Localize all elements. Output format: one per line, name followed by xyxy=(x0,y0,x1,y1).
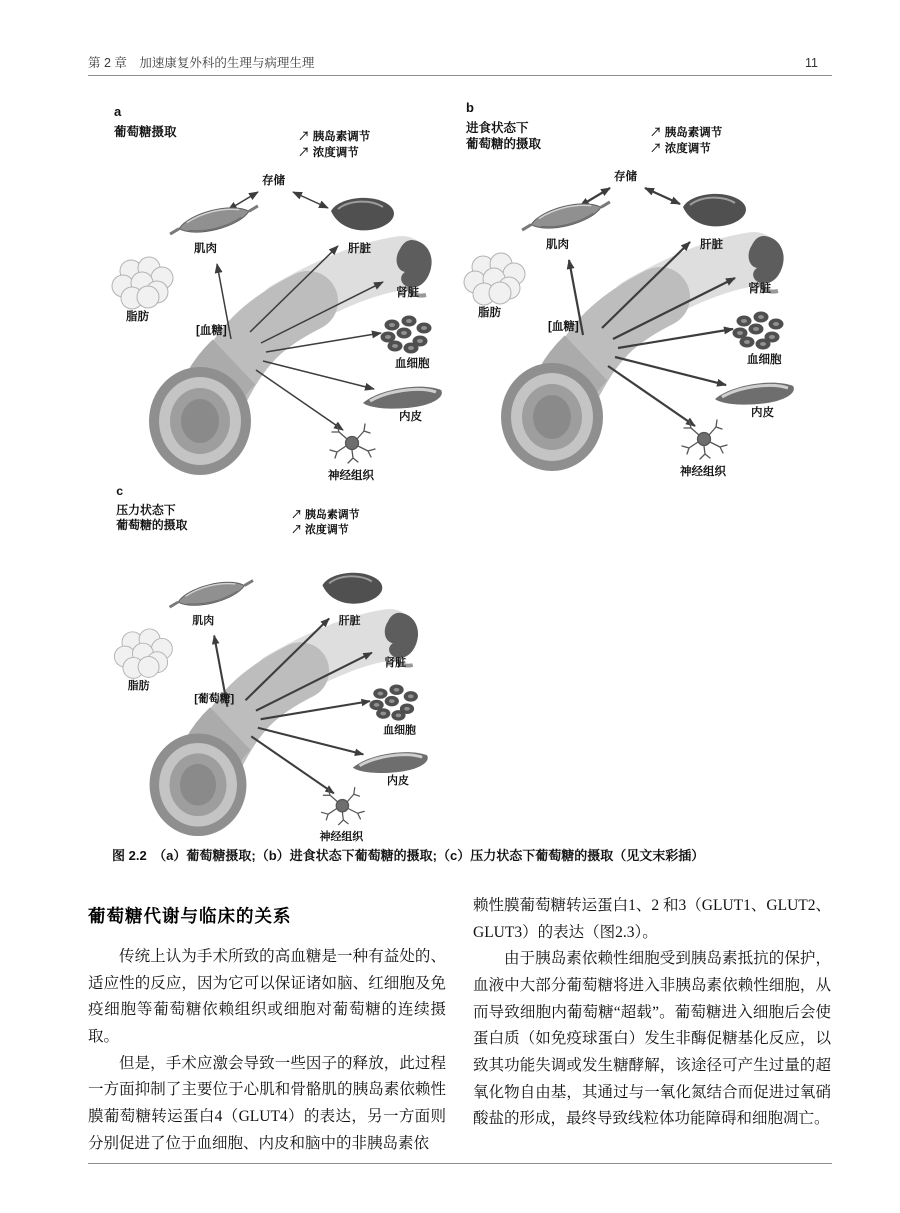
kidney-label: 肾脏 xyxy=(384,657,407,669)
endothelium-icon xyxy=(363,387,442,409)
annotation-concentration-regulation: ↗ 浓度调节 xyxy=(291,524,349,536)
annotation-insulin-regulation: ↗ 胰岛素调节 xyxy=(650,127,723,139)
storage-arrows xyxy=(228,192,328,210)
blood-cells-icon xyxy=(369,685,417,721)
blood-cells-icon xyxy=(733,312,784,350)
endothelium-label: 内皮 xyxy=(399,411,422,423)
panel-title-line1: 压力状态下 xyxy=(116,503,176,517)
blood-vessel-icon xyxy=(149,263,402,475)
storage-arrows xyxy=(580,188,680,206)
figure-panel xyxy=(100,96,445,496)
kidney-label: 肾脏 xyxy=(396,287,419,299)
nerve-tissue-icon xyxy=(330,424,375,463)
storage-label: 存储 xyxy=(614,171,637,183)
panel-title-line2: 葡萄糖的摄取 xyxy=(116,518,188,533)
annotation-insulin-regulation: ↗ 胰岛素调节 xyxy=(291,508,360,521)
paragraph: 由于胰岛素依赖性细胞受到胰岛素抵抗的保护，血液中大部分葡萄糖将进入非胰岛素依赖性细胞，从而导致细胞内葡萄糖“超载”。葡萄糖进入细胞后会使蛋白质（如免疫球蛋白）发生非酶促糖基化反应，以致其功能失调或发生糖酵解，该途径可产生过量的超氧化物自由基，其通过与一氧化氮结合而促进过氧硝酸盐的形成，最终导致线粒体功能障碍和细胞凋亡。 xyxy=(473,950,831,1128)
left-paragraphs xyxy=(88,944,446,1157)
nerve-tissue-icon xyxy=(322,788,365,825)
blood-vessel-icon xyxy=(501,259,754,471)
panel-title-line1: 葡萄糖摄取 xyxy=(114,125,177,139)
fat-icon xyxy=(464,253,525,305)
header-rule xyxy=(88,75,832,76)
annotation-insulin-regulation: ↗ 胰岛素调节 xyxy=(298,131,371,143)
liver-icon xyxy=(331,198,394,231)
vessel-label: [血糖] xyxy=(548,321,579,333)
paragraph: 传统上认为手术所致的高血糖是一种有益处的、适应性的反应，因为它可以保证诸如脑、红细胞及免疫细胞等葡萄糖依赖组织或细胞对葡萄糖的连续摄取。 xyxy=(88,948,446,1045)
nerve-tissue-icon xyxy=(682,420,727,459)
muscle-icon xyxy=(519,195,613,236)
page-header xyxy=(88,53,832,71)
fat-icon xyxy=(112,257,173,309)
blood-cells-label: 血细胞 xyxy=(383,724,416,737)
chapter-heading: 第 2 章 加速康复外科的生理与病理生理 xyxy=(88,56,315,70)
glucose-uptake-diagram xyxy=(452,92,797,492)
liver-icon xyxy=(322,573,382,604)
fat-icon xyxy=(114,629,172,678)
annotation-concentration-regulation: ↗ 浓度调节 xyxy=(298,147,359,159)
nerve-tissue-label: 神经组织 xyxy=(319,830,364,843)
vessel-label: [血糖] xyxy=(196,325,227,337)
glucose-uptake-diagram xyxy=(100,96,445,496)
fat-label: 脂肪 xyxy=(127,679,150,692)
blood-cells-icon xyxy=(381,316,432,354)
figure-panel xyxy=(103,476,431,856)
endothelium-label: 内皮 xyxy=(387,774,409,787)
page-number: 11 xyxy=(805,56,818,70)
text-columns xyxy=(88,893,832,1157)
right-column xyxy=(473,893,831,1157)
endothelium-label: 内皮 xyxy=(751,407,774,419)
blood-cells-label: 血细胞 xyxy=(395,358,430,370)
muscle-label: 肌肉 xyxy=(546,239,569,251)
nerve-tissue-label: 神经组织 xyxy=(328,470,374,482)
liver-label: 肝脏 xyxy=(700,239,723,251)
blood-cells-label: 血细胞 xyxy=(747,354,782,366)
section-title: 葡萄糖代谢与临床的关系 xyxy=(88,906,292,926)
vessel-label: [葡萄糖] xyxy=(194,693,235,706)
paragraph: 但是，手术应激会导致一些因子的释放，此过程一方面抑制了主要位于心肌和骨骼肌的胰岛素依赖性膜葡萄糖转运蛋白4（GLUT4）的表达，另一方面则分别促进了位于血细胞、内皮和脑中的非胰岛素依 xyxy=(88,1054,446,1152)
muscle-icon xyxy=(167,199,261,240)
muscle-label: 肌肉 xyxy=(192,615,215,628)
panel-letter: c xyxy=(116,484,124,498)
right-paragraphs xyxy=(473,893,831,1133)
endothelium-icon xyxy=(353,752,428,773)
glucose-uptake-diagram xyxy=(103,476,431,856)
paragraph: 赖性膜葡萄糖转运蛋白1、2 和3（GLUT1、GLUT2、GLUT3）的表达（图2.3）。 xyxy=(473,897,831,941)
bottom-rule xyxy=(88,1163,832,1164)
blood-vessel-icon xyxy=(150,635,390,836)
annotation-concentration-regulation: ↗ 浓度调节 xyxy=(650,143,711,155)
panel-letter: b xyxy=(466,100,474,115)
liver-label: 肝脏 xyxy=(338,615,361,628)
figure-panel xyxy=(452,92,797,492)
panel-title-line1: 进食状态下 xyxy=(466,121,529,135)
panel-title-line2: 葡萄糖的摄取 xyxy=(466,137,542,151)
fat-label: 脂肪 xyxy=(478,307,501,319)
endothelium-icon xyxy=(715,383,794,405)
muscle-label: 肌肉 xyxy=(194,243,217,255)
panel-letter: a xyxy=(114,104,122,119)
nerve-tissue-label: 神经组织 xyxy=(680,466,726,478)
storage-label: 存储 xyxy=(262,175,285,187)
muscle-icon xyxy=(167,574,256,613)
left-column xyxy=(88,893,446,1157)
kidney-label: 肾脏 xyxy=(748,283,771,295)
liver-label: 肝脏 xyxy=(348,243,371,255)
fat-label: 脂肪 xyxy=(126,311,149,323)
figure-caption: 图 2.2 （a）葡萄糖摄取;（b）进食状态下葡萄糖的摄取;（c）压力状态下葡萄糖的摄取（见文末彩插） xyxy=(112,848,705,863)
liver-icon xyxy=(683,194,746,227)
